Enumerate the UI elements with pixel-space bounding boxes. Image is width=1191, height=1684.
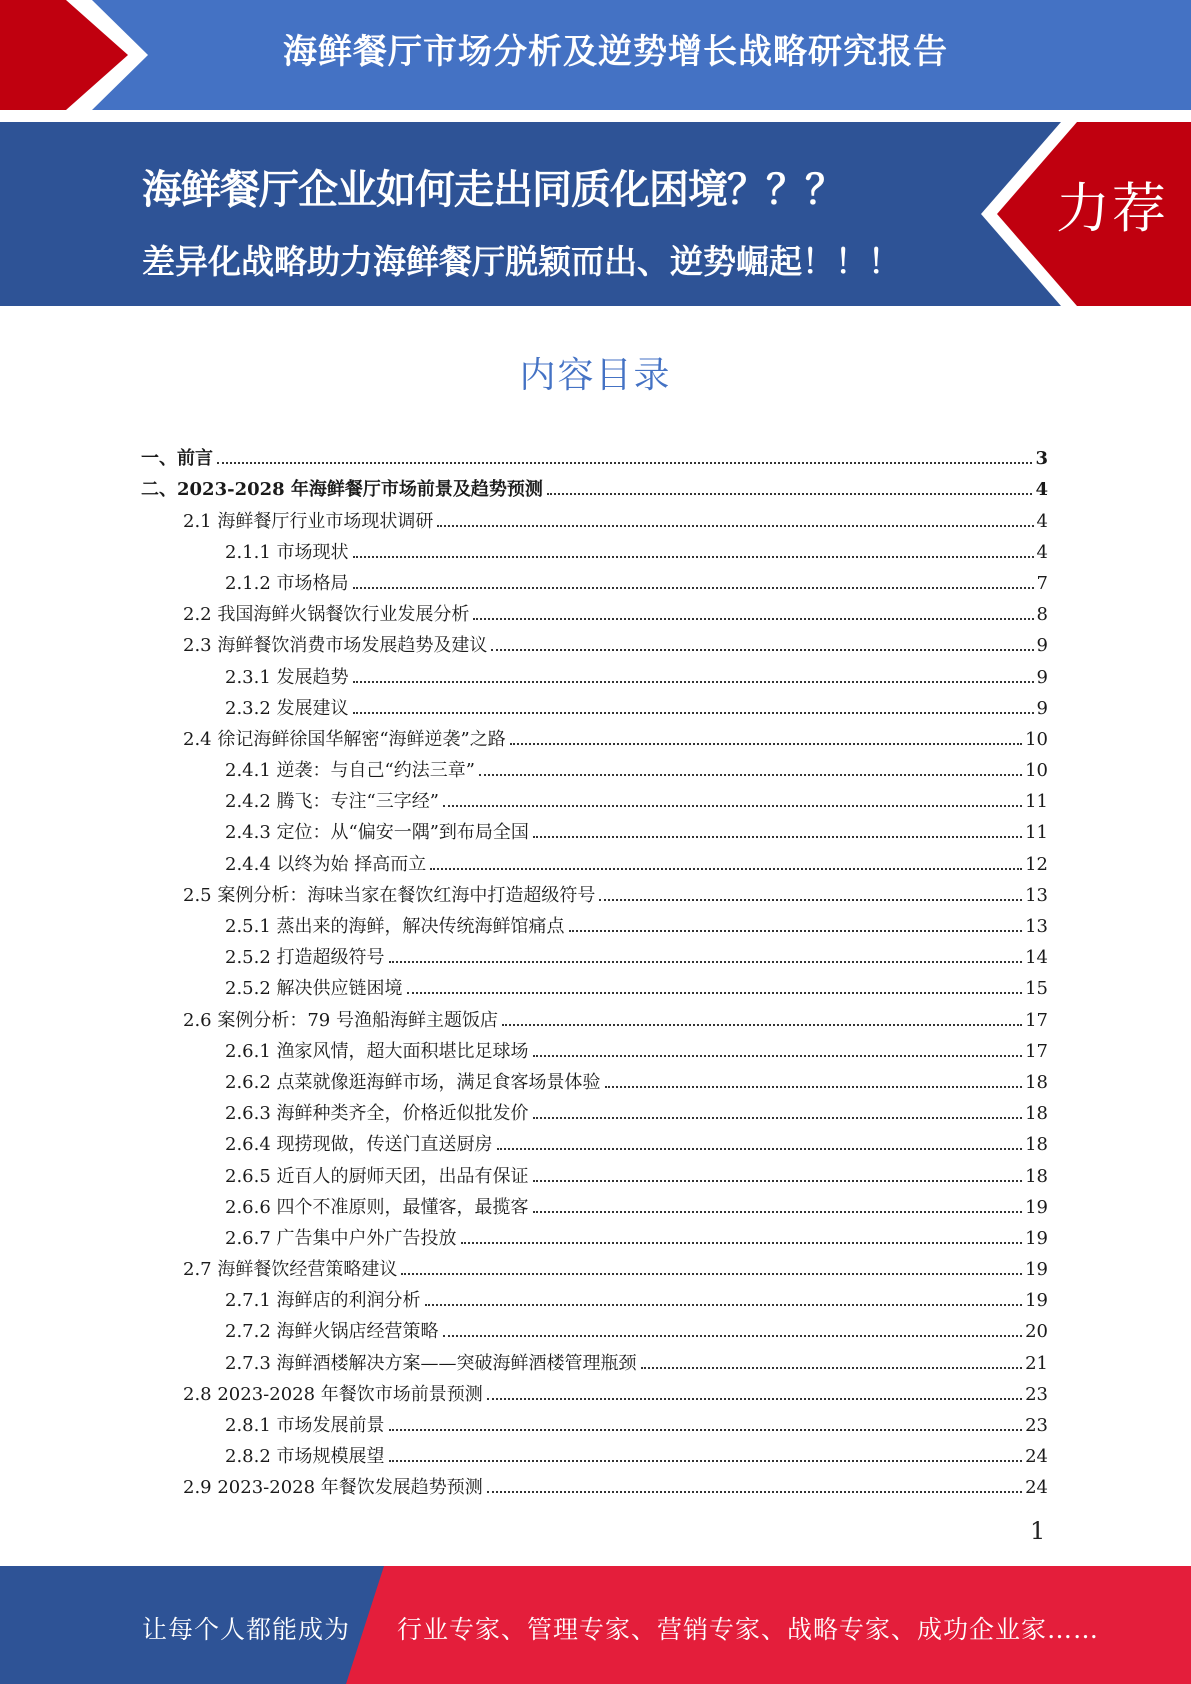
toc-entry-label: 2.6.6 四个不准原则，最懂客，最揽客 <box>225 1198 533 1218</box>
toc-entry-page: 10 <box>1025 760 1048 782</box>
toc-dot-leader <box>353 556 1034 558</box>
toc-entry[interactable] <box>141 1124 1048 1155</box>
toc-entry-page: 13 <box>1025 916 1048 937</box>
toc-entry-page: 4 <box>1036 510 1048 532</box>
toc-entry-page: 4 <box>1035 479 1048 501</box>
toc-entry-label: 2.8.1 市场发展前景 <box>225 1416 389 1436</box>
hero-headline: 海鲜餐厅企业如何走出同质化困境？？？ <box>142 167 844 213</box>
toc-entry-label: 2.7 海鲜餐饮经营策略建议 <box>183 1260 401 1280</box>
toc-entry-label: 2.7.3 海鲜酒楼解决方案——突破海鲜酒楼管理瓶颈 <box>225 1354 641 1374</box>
toc-entry-page: 23 <box>1025 1383 1048 1405</box>
toc-entry-page: 13 <box>1025 884 1048 906</box>
toc-entry-label: 2.2 我国海鲜火锅餐饮行业发展分析 <box>183 605 473 625</box>
toc-entry-label: 2.5.1 蒸出来的海鲜，解决传统海鲜馆痛点 <box>225 917 569 937</box>
toc-entry-label: 2.3.1 发展趋势 <box>225 668 353 688</box>
toc-entry-label: 2.3.2 发展建议 <box>225 699 353 719</box>
toc-entry[interactable] <box>141 469 1048 500</box>
hero-banner <box>0 122 1191 306</box>
toc-entry[interactable] <box>141 1374 1048 1405</box>
toc-entry-label: 2.4.4 以终为始 择高而立 <box>225 855 430 875</box>
toc-entry[interactable] <box>141 781 1048 812</box>
toc-entry-page: 19 <box>1025 1259 1048 1281</box>
toc-entry-page: 19 <box>1025 1196 1048 1218</box>
toc-dot-leader <box>533 1117 1023 1119</box>
toc-dot-leader <box>443 805 1022 807</box>
toc-entry[interactable] <box>141 843 1048 874</box>
toc-entry-label: 2.4.2 腾飞：专注“三字经” <box>225 792 443 812</box>
toc-dot-leader <box>491 649 1033 651</box>
toc-entry-label: 2.5 案例分析：海味当家在餐饮红海中打造超级符号 <box>183 886 599 906</box>
toc-dot-leader <box>569 930 1023 932</box>
toc-entry[interactable] <box>141 1031 1048 1062</box>
toc-entry[interactable] <box>141 999 1048 1030</box>
table-of-contents <box>141 438 1048 1498</box>
toc-entry-page: 18 <box>1025 1134 1048 1156</box>
toc-entry[interactable] <box>141 968 1048 999</box>
hero-subheadline: 差异化战略助力海鲜餐厅脱颖而出、逆势崛起！！！ <box>142 242 901 281</box>
toc-entry-label: 一、前言 <box>141 449 217 469</box>
page-number: 1 <box>1030 1517 1046 1545</box>
toc-entry-page: 8 <box>1036 604 1048 626</box>
toc-entry-label: 二、2023-2028 年海鲜餐厅市场前景及趋势预测 <box>141 480 547 500</box>
toc-dot-leader <box>502 1024 1022 1026</box>
toc-dot-leader <box>479 774 1022 776</box>
toc-dot-leader <box>437 525 1033 527</box>
toc-entry-page: 24 <box>1025 1477 1048 1499</box>
toc-entry[interactable] <box>141 1342 1048 1373</box>
toc-entry-label: 2.4 徐记海鲜徐国华解密“海鲜逆袭”之路 <box>183 730 510 750</box>
toc-dot-leader <box>641 1367 1023 1369</box>
toc-dot-leader <box>510 743 1022 745</box>
toc-entry[interactable] <box>141 1436 1048 1467</box>
toc-entry[interactable] <box>141 1311 1048 1342</box>
toc-entry[interactable] <box>141 532 1048 563</box>
toc-dot-leader <box>533 1180 1023 1182</box>
toc-entry[interactable] <box>141 500 1048 531</box>
toc-dot-leader <box>605 1086 1023 1088</box>
toc-entry[interactable] <box>141 719 1048 750</box>
toc-dot-leader <box>547 493 1033 495</box>
toc-entry[interactable] <box>141 625 1048 656</box>
toc-entry[interactable] <box>141 688 1048 719</box>
toc-entry[interactable] <box>141 1218 1048 1249</box>
top-banner <box>0 0 1191 110</box>
toc-entry-page: 7 <box>1036 572 1048 594</box>
toc-entry-page: 23 <box>1025 1415 1048 1436</box>
toc-entry-page: 15 <box>1025 978 1048 1000</box>
toc-dot-leader <box>217 462 1032 464</box>
toc-entry[interactable] <box>141 1280 1048 1311</box>
toc-entry-label: 2.5.2 解决供应链困境 <box>225 979 407 999</box>
toc-entry-page: 18 <box>1025 1165 1048 1187</box>
toc-entry[interactable] <box>141 563 1048 594</box>
toc-dot-leader <box>425 1304 1023 1306</box>
toc-entry[interactable] <box>141 750 1048 781</box>
toc-entry[interactable] <box>141 594 1048 625</box>
toc-dot-leader <box>407 992 1023 994</box>
toc-entry-label: 2.8 2023-2028 年餐饮市场前景预测 <box>183 1385 487 1405</box>
toc-entry[interactable] <box>141 1155 1048 1186</box>
toc-dot-leader <box>533 1055 1023 1057</box>
toc-entry-page: 19 <box>1025 1290 1048 1312</box>
toc-entry-page: 24 <box>1025 1446 1048 1468</box>
toc-entry-page: 17 <box>1025 1009 1048 1031</box>
toc-dot-leader <box>443 1335 1023 1337</box>
toc-entry[interactable] <box>141 656 1048 687</box>
footer-slogan-right: 行业专家、管理专家、营销专家、战略专家、成功企业家…… <box>397 1615 1100 1644</box>
toc-entry-page: 18 <box>1025 1103 1048 1125</box>
toc-entry-label: 2.1.2 市场格局 <box>225 574 353 594</box>
toc-entry-label: 2.1 海鲜餐厅行业市场现状调研 <box>183 512 437 532</box>
footer-banner <box>0 1566 1191 1684</box>
toc-entry-label: 2.4.3 定位：从“偏安一隅”到布局全国 <box>225 823 533 843</box>
toc-entry[interactable] <box>141 937 1048 968</box>
toc-entry-label: 2.6.5 近百人的厨师天团，出品有保证 <box>225 1167 533 1187</box>
toc-entry-label: 2.7.1 海鲜店的利润分析 <box>225 1291 425 1311</box>
toc-dot-leader <box>533 1211 1023 1213</box>
toc-dot-leader <box>389 961 1023 963</box>
toc-entry-page: 19 <box>1025 1227 1048 1249</box>
toc-entry-page: 21 <box>1025 1352 1048 1374</box>
toc-entry[interactable] <box>141 1405 1048 1436</box>
toc-dot-leader <box>487 1398 1022 1400</box>
toc-entry[interactable] <box>141 438 1048 469</box>
toc-dot-leader <box>353 712 1034 714</box>
toc-entry-page: 4 <box>1036 541 1048 563</box>
toc-entry[interactable] <box>141 1187 1048 1218</box>
toc-dot-leader <box>599 899 1022 901</box>
toc-dot-leader <box>497 1148 1023 1150</box>
recommend-tag: 力荐 <box>1056 177 1168 240</box>
toc-entry-label: 2.6.7 广告集中户外广告投放 <box>225 1229 461 1249</box>
toc-dot-leader <box>430 868 1022 870</box>
toc-entry-page: 10 <box>1025 728 1048 750</box>
toc-entry[interactable] <box>141 1467 1048 1498</box>
toc-dot-leader <box>389 1429 1023 1431</box>
toc-entry-page: 3 <box>1035 448 1048 470</box>
toc-dot-leader <box>353 681 1034 683</box>
toc-entry-label: 2.6.3 海鲜种类齐全，价格近似批发价 <box>225 1104 533 1124</box>
toc-entry[interactable] <box>141 875 1048 906</box>
toc-entry[interactable] <box>141 906 1048 937</box>
toc-dot-leader <box>487 1491 1022 1493</box>
toc-entry-page: 9 <box>1036 666 1048 688</box>
toc-entry[interactable] <box>141 1062 1048 1093</box>
toc-entry-page: 11 <box>1025 791 1048 813</box>
toc-entry-page: 12 <box>1025 853 1048 875</box>
toc-entry-label: 2.6 案例分析：79 号渔船海鲜主题饭店 <box>183 1011 502 1031</box>
toc-entry-label: 2.7.2 海鲜火锅店经营策略 <box>225 1322 443 1342</box>
toc-entry-label: 2.5.2 打造超级符号 <box>225 948 389 968</box>
toc-entry-page: 9 <box>1036 697 1048 719</box>
toc-entry-page: 11 <box>1025 822 1048 844</box>
toc-entry-label: 2.6.1 渔家风情，超大面积堪比足球场 <box>225 1042 533 1062</box>
toc-entry-label: 2.9 2023-2028 年餐饮发展趋势预测 <box>183 1478 487 1498</box>
toc-entry-page: 18 <box>1025 1071 1048 1093</box>
toc-dot-leader <box>473 618 1033 620</box>
toc-entry[interactable] <box>141 1249 1048 1280</box>
toc-entry-page: 14 <box>1025 947 1048 969</box>
toc-dot-leader <box>401 1273 1022 1275</box>
toc-entry-label: 2.1.1 市场现状 <box>225 543 353 563</box>
footer-slogan-left: 让每个人都能成为 <box>142 1615 351 1644</box>
toc-entry-page: 9 <box>1036 635 1048 657</box>
toc-entry-label: 2.4.1 逆袭：与自己“约法三章” <box>225 761 479 781</box>
toc-entry[interactable] <box>141 812 1048 843</box>
toc-entry-label: 2.6.4 现捞现做，传送门直送厨房 <box>225 1135 497 1155</box>
toc-dot-leader <box>533 836 1022 838</box>
toc-dot-leader <box>461 1242 1023 1244</box>
toc-entry-label: 2.6.2 点菜就像逛海鲜市场，满足食客场景体验 <box>225 1073 605 1093</box>
toc-dot-leader <box>389 1460 1023 1462</box>
toc-entry-page: 20 <box>1025 1321 1048 1343</box>
toc-entry[interactable] <box>141 1093 1048 1124</box>
toc-entry-label: 2.8.2 市场规模展望 <box>225 1447 389 1467</box>
toc-entry-label: 2.3 海鲜餐饮消费市场发展趋势及建议 <box>183 636 491 656</box>
toc-entry-page: 17 <box>1025 1040 1048 1062</box>
toc-title: 内容目录 <box>519 355 672 396</box>
toc-dot-leader <box>353 587 1034 589</box>
report-title: 海鲜餐厅市场分析及逆势增长战略研究报告 <box>283 32 948 72</box>
